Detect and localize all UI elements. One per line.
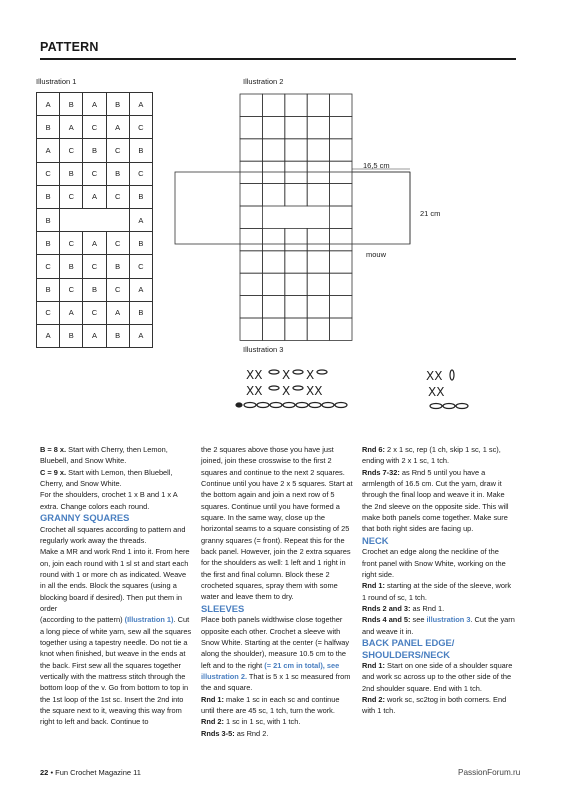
layout-square	[262, 273, 284, 295]
grid-cell: C	[37, 162, 60, 185]
grid-cell: B	[60, 255, 83, 278]
height-label: 21 cm	[420, 209, 441, 218]
layout-square	[240, 273, 262, 295]
width-label: 16,5 cm	[363, 161, 390, 170]
svg-text:X: X	[282, 368, 291, 382]
layout-square	[240, 318, 262, 340]
grid-cell: A	[60, 301, 83, 324]
svg-text:X: X	[282, 384, 291, 398]
layout-square	[240, 184, 262, 206]
grid-cell: B	[37, 232, 60, 255]
grid-cell: C	[60, 278, 83, 301]
grid-cell: B	[129, 139, 152, 162]
text-column-1	[40, 444, 193, 728]
svg-text:XX: XX	[426, 369, 443, 383]
sleeve-label: mouw	[366, 250, 387, 259]
neck-heading: NECK	[362, 534, 389, 546]
back-rnd1-label: Rnd 1:	[362, 661, 385, 670]
grid-cell: B	[60, 162, 83, 185]
neck-rnd4-text-a: see	[410, 615, 427, 625]
neck-intro: Crochet an edge along the neckline of the front panel with Snow White, working on the right side.	[362, 547, 506, 579]
joining-text: the 2 squares above those you have just joined, join these crosswise to the first 2 squares and continue to the next 2 squares. Continue until you have 2 x 5 squares. Start at the bottom again and join a next row of 5 squares. Continue until you have formed a square. In the same way, close up the horizontal seams to a square consisting of 25 granny squares (= front). Repeat this for the back panel. However, join the 2 extra squares for the shoulders as well: 1 left and 1 right in the first and final column. Block these 2 crocheted squares, spray them with some water and leave them to dry.	[201, 445, 353, 602]
grid-cell: B	[37, 278, 60, 301]
svg-text:XX: XX	[246, 368, 263, 382]
grid-cell: A	[106, 301, 129, 324]
layout-square	[330, 116, 352, 138]
grid-cell: C	[83, 255, 106, 278]
svg-text:X: X	[306, 368, 315, 382]
grid-cell: B	[37, 185, 60, 208]
sleeve-rnd2-text: 1 sc in 1 sc, with 1 tch.	[224, 717, 301, 727]
grid-cell: B	[129, 232, 152, 255]
grid-cell: C	[129, 162, 152, 185]
grid-cell: A	[83, 185, 106, 208]
layout-square	[307, 228, 329, 250]
grid-cell: A	[129, 278, 152, 301]
illustration-3-caption: Illustration 3	[243, 345, 284, 354]
grid-cell: B	[106, 324, 129, 347]
illustration-3-chart	[230, 360, 500, 415]
grid-cell: B	[129, 301, 152, 324]
size-c-text: Start with Lemon, then Bluebell, Cherry, and Snow White.	[40, 467, 173, 489]
layout-square	[240, 116, 262, 138]
sleeves-text-b: That is 5 x 1 sc measured from the and square.	[201, 672, 351, 693]
grid-cell: C	[37, 255, 60, 278]
layout-square	[262, 94, 284, 116]
back-rnd2-text: work sc, sc2tog in both corners. End with 1 tch.	[362, 695, 507, 716]
grid-cell: C	[106, 139, 129, 162]
granny-intro: Crochet all squares according to pattern and regularly work away the threads.	[40, 524, 186, 545]
text-column-2	[201, 444, 354, 739]
layout-square	[262, 318, 284, 340]
grid-cell: A	[60, 116, 83, 139]
grid-cell: C	[106, 232, 129, 255]
back-rnd1-text: Start on one side of a shoulder square and work sc across up to the other side of the 2nd shoulder square. End with 1 tch.	[362, 661, 513, 693]
layout-square	[285, 273, 307, 295]
svg-text:XX: XX	[428, 385, 445, 399]
layout-square	[285, 184, 307, 206]
layout-square	[240, 251, 262, 273]
granny-order-a: (according to the pattern)	[40, 615, 125, 625]
page-number: 22	[40, 768, 49, 777]
grid-cell: B	[83, 278, 106, 301]
grid-cell: A	[129, 324, 152, 347]
svg-text:XX: XX	[246, 384, 263, 398]
neck-rnd4-text-b: . Cut the yarn and weave it in.	[362, 615, 515, 636]
grid-cell: A	[83, 93, 106, 116]
grid-cell: B	[106, 255, 129, 278]
grid-cell: B	[106, 162, 129, 185]
sleeve-rnd3-text: as Rnd 2.	[234, 728, 269, 738]
layout-square	[262, 296, 284, 318]
layout-square	[330, 139, 352, 161]
layout-square	[285, 94, 307, 116]
grid-cell: C	[60, 232, 83, 255]
layout-square	[240, 296, 262, 318]
layout-square	[285, 318, 307, 340]
illustration-1-caption: Illustration 1	[36, 77, 77, 86]
sleeve-rnd1-text: make 1 sc in each sc and continue until there are 45 sc, 1 tch, turn the work.	[201, 694, 340, 716]
layout-square	[307, 184, 329, 206]
sleeves-text-a: Place both panels widthwise close together opposite each other. Crochet a sleeve with Snow White. Starting at the center (= halfway along the shoulder), measure 10.5 cm to the left and to the right	[201, 615, 350, 670]
layout-square	[240, 94, 262, 116]
layout-square	[330, 273, 352, 295]
layout-square	[330, 94, 352, 116]
layout-square	[262, 139, 284, 161]
grid-cell: C	[129, 255, 152, 278]
layout-square	[330, 318, 352, 340]
layout-square	[285, 116, 307, 138]
layout-square	[262, 228, 284, 250]
sleeve-rnd7-label: Rnds 7-32:	[362, 467, 400, 477]
layout-square	[307, 116, 329, 138]
sleeve-outline	[175, 172, 410, 244]
grid-cell: B	[129, 185, 152, 208]
grid-cell: B	[60, 93, 83, 116]
layout-square	[285, 228, 307, 250]
layout-square	[262, 184, 284, 206]
layout-square	[307, 273, 329, 295]
sleeve-rnd2-label: Rnd 2:	[201, 717, 224, 727]
layout-square	[285, 139, 307, 161]
page-footer	[40, 768, 141, 777]
grid-cell: C	[129, 116, 152, 139]
grid-cell: A	[129, 208, 152, 231]
sleeve-rnd1-label: Rnd 1:	[201, 694, 224, 704]
layout-square	[307, 296, 329, 318]
back-panel-heading: BACK PANEL EDGE/ SHOULDERS/NECK	[362, 637, 455, 660]
footer-bullet: •	[50, 768, 54, 777]
neck-rnd1-label: Rnd 1:	[362, 581, 385, 591]
grid-cell: A	[83, 324, 106, 347]
grid-cell: A	[37, 324, 60, 347]
back-rnd2-label: Rnd 2:	[362, 695, 385, 705]
grid-cell: B	[106, 93, 129, 116]
layout-square	[262, 116, 284, 138]
neck-rnd1-text: starting at the side of the sleeve, work 1 round of sc, 1 tch.	[362, 581, 512, 602]
layout-square	[262, 251, 284, 273]
grid-cell: A	[106, 116, 129, 139]
grid-cell: B	[83, 139, 106, 162]
grid-cell: C	[106, 185, 129, 208]
grid-cell: C	[83, 301, 106, 324]
grid-cell: B	[37, 116, 60, 139]
sleeve-rnd3-label: Rnds 3-5:	[201, 728, 235, 738]
grid-cell: C	[37, 301, 60, 324]
illustration-1-reference: (Illustration 1)	[124, 615, 174, 625]
layout-square	[307, 318, 329, 340]
layout-square	[330, 251, 352, 273]
neck-rnd4-label: Rnds 4 and 5:	[362, 615, 411, 625]
grid-cell: C	[106, 278, 129, 301]
grid-cell: C	[60, 139, 83, 162]
layout-square	[307, 94, 329, 116]
layout-square	[285, 251, 307, 273]
sleeve-rnd6-label: Rnd 6:	[362, 445, 385, 454]
layout-square	[307, 251, 329, 273]
grid-cell: C	[83, 116, 106, 139]
sleeve-rnd6-text: 2 x 1 sc, rep (1 ch, skip 1 sc, 1 sc), ending with 2 x 1 sc, 1 tch.	[362, 445, 501, 466]
size-b-text: Start with Cherry, then Lemon, Bluebell, and Snow White.	[40, 445, 168, 466]
layout-square	[330, 206, 352, 228]
sleeves-heading: SLEEVES	[201, 602, 245, 614]
grid-cell: C	[60, 185, 83, 208]
grid-cell: A	[129, 93, 152, 116]
granny-squares-heading: GRANNY SQUARES	[40, 512, 130, 524]
sleeve-rnd7-text: as Rnd 5 until you have a armlength of 16.5 cm. Cut the yarn, draw it through the final loop and weave it in. Make the 2nd sleeve on the opposite side. This will make both panels come together. Make sure that both right sides are facing up.	[362, 467, 509, 534]
neck-rnd2-text: as Rnd 1.	[410, 603, 445, 613]
illustration-2-reference: (= 21 cm in total), see illustration 2.	[201, 660, 340, 682]
layout-square	[240, 228, 262, 250]
layout-square	[330, 184, 352, 206]
neck-rnd2-label: Rnds 2 and 3:	[362, 603, 411, 613]
grid-cell: C	[83, 162, 106, 185]
grid-cell: A	[37, 93, 60, 116]
grid-cell: A	[37, 139, 60, 162]
granny-sewing: . Cut a long piece of white yarn, sew all the squares together using a tapestry needle. Do not tie a knot when finished, but weave in the ends at the back. First sew all the squares together vertically with the mattress stitch through the bottom loop of the v. Go from bottom to top in the 1st loop of the 1st sc. Insert the 2nd into the square next to it, weaving this way from right to left and back. Continue to	[40, 615, 192, 727]
size-b-label: B = 8 x.	[40, 445, 67, 454]
svg-text:XX: XX	[306, 384, 323, 398]
page-title: PATTERN	[40, 40, 99, 54]
illustration-2-caption: Illustration 2	[243, 77, 284, 86]
size-c-label: C = 9 x.	[40, 467, 67, 477]
grid-cell: B	[60, 324, 83, 347]
watermark: PassionForum.ru	[458, 768, 521, 777]
layout-square	[330, 296, 352, 318]
layout-square	[307, 139, 329, 161]
layout-square	[240, 139, 262, 161]
layout-square	[285, 296, 307, 318]
layout-square	[240, 206, 262, 228]
layout-square	[330, 228, 352, 250]
shoulders-note: For the shoulders, crochet 1 x B and 1 x A extra. Change colors each round.	[40, 490, 178, 511]
text-column-3	[362, 444, 515, 717]
granny-steps: Make a MR and work Rnd 1 into it. From here on, join each round with 1 sl st and start each round with 1 or more ch as indicated. Weave in all the ends. Block the squares (using a blocking board if desired). Then put them in order	[40, 547, 190, 613]
magazine-name: Fun Crochet Magazine 11	[55, 768, 141, 777]
grid-cell: A	[83, 232, 106, 255]
illustration-3-reference: illustration 3	[426, 615, 471, 625]
grid-cell: B	[37, 208, 60, 231]
